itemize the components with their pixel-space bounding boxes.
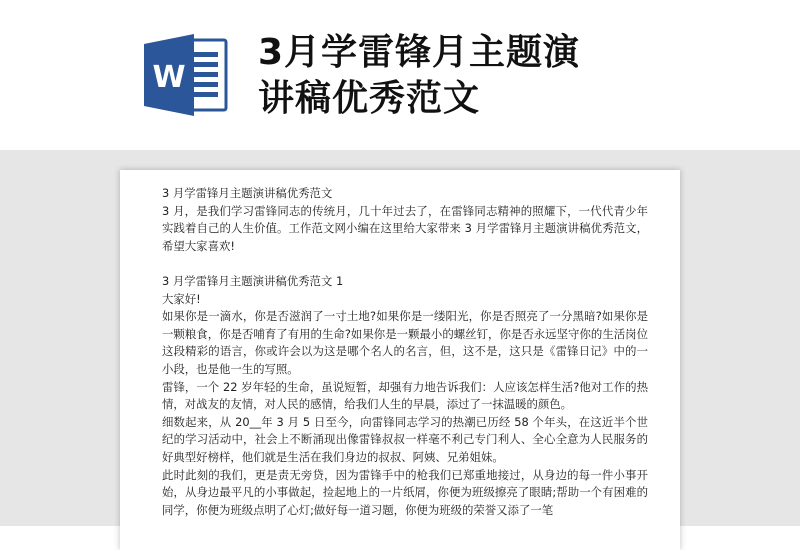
intro-paragraph: 3 月，是我们学习雷锋同志的传统月，几十年过去了，在雷锋同志精神的照耀下，一代代青少年实践着自己的人生价值。工作范文网小编在这里给大家带来 3 月学雷锋月主题演讲稿优秀范文，希望大家喜欢! [162,203,648,253]
header-banner [0,0,800,150]
word-document-icon [142,32,230,118]
title-line-1: 3月学雷锋月主题演 [258,32,581,73]
title-line-2: 讲稿优秀范文 [258,78,481,119]
body-paragraph-2: 雷锋，一个 22 岁年轻的生命，虽说短暂，却强有力地告诉我们：人应该怎样生活?他对工作的热情，对战友的友情，对人民的感情，给我们人生的早晨，添过了一抹温暖的颜色。 [162,379,648,412]
document-heading: 3 月学雷锋月主题演讲稿优秀范文 [162,186,333,200]
body-paragraph-1: 如果你是一滴水，你是否滋润了一寸土地?如果你是一缕阳光，你是否照亮了一分黑暗?如果你是一颗粮食，你是否哺育了有用的生命?如果你是一颗最小的螺丝钉，你是否永远坚守你的生活岗位这段精彩的语言，你或许会以为这是哪个名人的名言，但，这不是，这只是《雷锋日记》中的一小段，也是他一生的写照。 [162,309,648,376]
page-title [258,30,678,122]
document-body [162,185,648,519]
greeting: 大家好! [162,291,201,306]
body-paragraph-4: 此时此刻的我们，更是责无旁贷，因为雷锋手中的枪我们已郑重地接过，从身边的每一件小事开始，从身边最平凡的小事做起，捡起地上的一片纸屑，你便为班级擦亮了眼睛;帮助一个有困难的同学，你便为班级点明了心灯;做好每一道习题，你便为班级的荣誉又添了一笔 [162,467,648,517]
body-paragraph-3: 细数起来，从 20__年 3 月 5 日至今，向雷锋同志学习的热潮已历经 58 个年头，在这近半个世纪的学习活动中，社会上不断涌现出像雷锋叔叔一样毫不利己专门利人、全心全意为人民服务的好典型好榜样，他们就是生活在我们身边的叔叔、阿姨、兄弟姐妹。 [162,414,648,464]
section-title: 3 月学雷锋月主题演讲稿优秀范文 1 [162,273,344,288]
svg-text:W: W [152,60,186,95]
spacer [162,255,648,273]
